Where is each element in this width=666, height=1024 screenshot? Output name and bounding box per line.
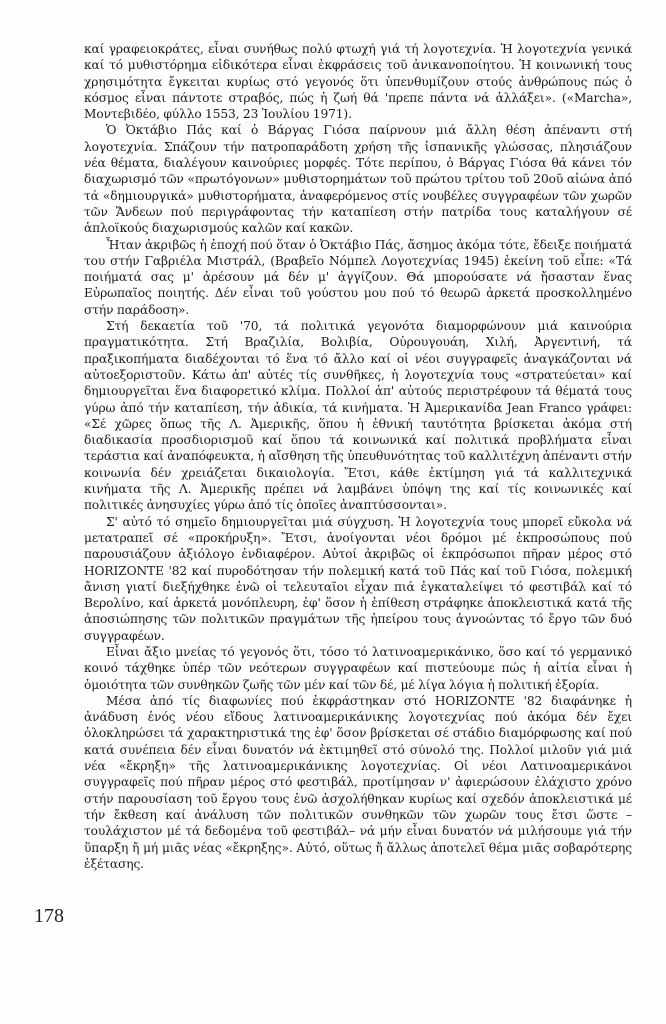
paragraph-1: καί γραφειοκράτες, εἶναι συνήθως πολύ φτωχή γιά τή λογοτεχνία. Ἡ λογοτεχνία γενικά καί τό μυθιστόρημα εἰδικότερα εἶναι ἐκφράσεις τοῦ ἀνικανοποίητου. Ἡ κοινωνική τους χρησιμότητα ἔγκειται κυρίως στό γεγονός ὅτι ὑπενθυμίζουν στούς ἀνθρώπους πώς ὁ κόσμος εἶναι πάντοτε στραβός, πώς ἡ ζωή θά 'πρεπε πάντα νά ἀλλάξει». («Marcha», Μοντεβιδέο, φύλλο 1553, 23 Ἰουλίου 1971). [84, 42, 632, 122]
paragraph-2: Ὁ Ὀκτάβιο Πάς καί ὁ Βάργας Γιόσα παίρνουν μιά ἄλλη θέση ἀπέναντι στή λογοτεχνία. Σπάζουν τήν πατροπαράδοτη χρήση τῆς ἰσπανικῆς γλώσσας, πλησιάζουν νέα θέματα, διαλέγουν καινούριες μορφές. Τότε περίπου, ὁ Βάργας Γιόσα θά κάνει τόν διαχωρισμό τῶν «πρωτόγονων» μυθιστορημάτων τοῦ πρώτου τρίτου τοῦ 20οῦ αἰώνα ἀπό τά «δημιουργικά» μυθιστορήματα, ἀναφερόμενος στίς νουβέλες συγγραφέων τῶν χωρῶν τῶν Ἄνδεων πού περιγράφοντας τήν καταπίεση στήν πατρίδα τους καταλήγουν σέ ἁπλοϊκούς διαχωρισμούς καλῶν καί κακῶν. [84, 123, 632, 236]
paragraph-4: Στή δεκαετία τοῦ '70, τά πολιτικά γεγονότα διαμορφώνουν μιά καινούρια πραγματικότητα. Στή Βραζιλία, Βολιβία, Οὐρουγουάη, Χιλή, Ἀργεντινή, τά πραξικοπήματα διαδέχονται τό ἕνα τό ἄλλο καί οἱ νέοι συγγραφεῖς ἀναγκάζονται νά αὐτοεξοριστοῦν. Κάτω ἀπ' αὐτές τίς συνθῆκες, ἡ λογοτεχνία τους «στρατεύεται» καί δημιουργεῖται ἕνα διαφορετικό κλίμα. Πολλοί ἀπ' αὐτούς περιστρέφουν τά θέματά τους γύρω ἀπό τήν καταπίεση, τήν ἀδικία, τά κινήματα. Ἡ Ἀμερικανίδα Jean Franco γράφει: «Σέ χῶρες ὅπως τῆς Λ. Ἀμερικῆς, ὅπου ἡ ἐθνική ταυτότητα βρίσκεται ἀκόμα στή διαδικασία προσδιορισμοῦ καί ὅπου τά κοινωνικά καί πολιτικά προβλήματα εἶναι τεράστια καί ἀναπόφευκτα, ἡ αἴσθηση τῆς ὑπευθυνότητας τοῦ καλλιτέχνη ἀπέναντι στήν κοινωνία δέν χρειάζεται δικαιολογία. Ἔτσι, κάθε ἐκτίμηση γιά τά καλλιτεχνικά κινήματα τῆς Λ. Ἀμερικῆς πρέπει νά λαμβάνει ὑπόψη της καί τίς κοινωνικές καί πολιτικές ἀνησυχίες γύρω ἀπό τίς ὁποῖες ἀναπτύσσονται». [84, 319, 632, 513]
paragraph-5: Σ' αὐτό τό σημεῖο δημιουργεῖται μιά σύγχυση. Ἡ λογοτεχνία τους μπορεῖ εὔκολα νά μετατραπεῖ σέ «προκήρυξη». Ἔτσι, ἀνοίγονται νέοι δρόμοι μέ ἐκπροσώπους πού παρουσιάζουν ἀξιόλογο ἐνδιαφέρον. Αὐτοί ἀκριβῶς οἱ ἐκπρόσωποι πῆραν μέρος στό HORIZONTE '82 καί πυροδότησαν τήν πολεμική κατά τοῦ Πάς καί τοῦ Γιόσα, πολεμική ἄνιση γιατί διεξήχθηκε ἐνῶ οἱ τελευταῖοι εἶχαν πιά ἐγκαταλείψει τό φεστιβάλ καί τό Βερολίνο, καί ἀρκετά μονόπλευρη, ἐφ' ὅσον ἡ ἐπίθεση στράφηκε ἀποκλειστικά κατά τῆς ἀποσιώπησης τῶν πολιτικῶν πραγμάτων τῆς ἠπείρου τους ἀγνοώντας τό ἔργο τῶν δυό συγγραφέων. [84, 514, 632, 643]
body-text [84, 41, 632, 872]
paragraph-6: Εἶναι ἄξιο μνείας τό γεγονός ὅτι, τόσο τό λατινοαμερικάνικο, ὅσο καί τό γερμανικό κοινό τάχθηκε ὑπέρ τῶν νεότερων συγγραφέων καί πιστεύουμε πώς ἡ αἰτία εἶναι ἡ ὁμοιότητα τῶν συνθηκῶν ζωῆς τῶν μέν καί τῶν δέ, μέ λίγα λόγια ἡ πολιτική ἐξορία. [84, 644, 632, 692]
paragraph-7: Μέσα ἀπό τίς διαφωνίες πού ἐκφράστηκαν στό HORIZONTE '82 διαφάνηκε ἡ ἀνάδυση ἑνός νέου εἴδους λατινοαμερικάνικης λογοτεχνίας πού ἀκόμα δέν ἔχει ὁλοκληρώσει τά χαρακτηριστικά της ἐφ' ὅσον βρίσκεται σέ στάδιο διαμόρφωσης καί πού κατά συνέπεια δέν εἶναι δυνατόν νά ἐκτιμηθεῖ στό σύνολό της. Πολλοί μιλοῦν γιά μιά νέα «ἔκρηξη» τῆς λατινοαμερικάνικης λογοτεχνίας. Οἱ νέοι Λατινοαμερικάνοι συγγραφεῖς πού πῆραν μέρος στό φεστιβάλ, προτίμησαν ν' ἀφιερώσουν ἐλάχιστο χρόνο στήν παρουσίαση τοῦ ἔργου τους ἐνῶ ἀσχολήθηκαν κυρίως καί σχεδόν ἀποκλειστικά μέ τήν ἔκθεση καί ἀνάλυση τῶν πολιτικῶν συνθηκῶν τῶν χωρῶν τους ἔτσι ὥστε –τουλάχιστον μέ τά δεδομένα τοῦ φεστιβάλ– νά μήν εἶναι δυνατόν νά μιλήσουμε γιά τήν ὕπαρξη ἤ μή μιᾶς νέας «ἔκρηξης». Αὐτό, οὕτως ἤ ἄλλως ἀποτελεῖ θέμα μιᾶς σοβαρότερης ἐξέτασης. [84, 693, 632, 871]
paragraph-3: Ἦταν ἀκριβῶς ἡ ἐποχή πού ὅταν ὁ Ὀκτάβιο Πάς, ἄσημος ἀκόμα τότε, ἔδειξε ποιήματά του στήν Γαβριέλα Μιστράλ, (Βραβεῖο Νόμπελ Λογοτεχνίας 1945) ἐκείνη τοῦ εἶπε: «Τά ποιήματά σας μ' ἀρέσουν μά δέν μ' ἀγγίζουν. Θά μπορούσατε νά ἤσασταν ἕνας Εὐρωπαῖος ποιητής. Δέν εἶναι τοῦ γούστου μου πού τό θεωρῶ ἀρκετά προσκολλημένο στήν παράδοση». [84, 237, 632, 317]
page-number: 178 [34, 905, 64, 927]
